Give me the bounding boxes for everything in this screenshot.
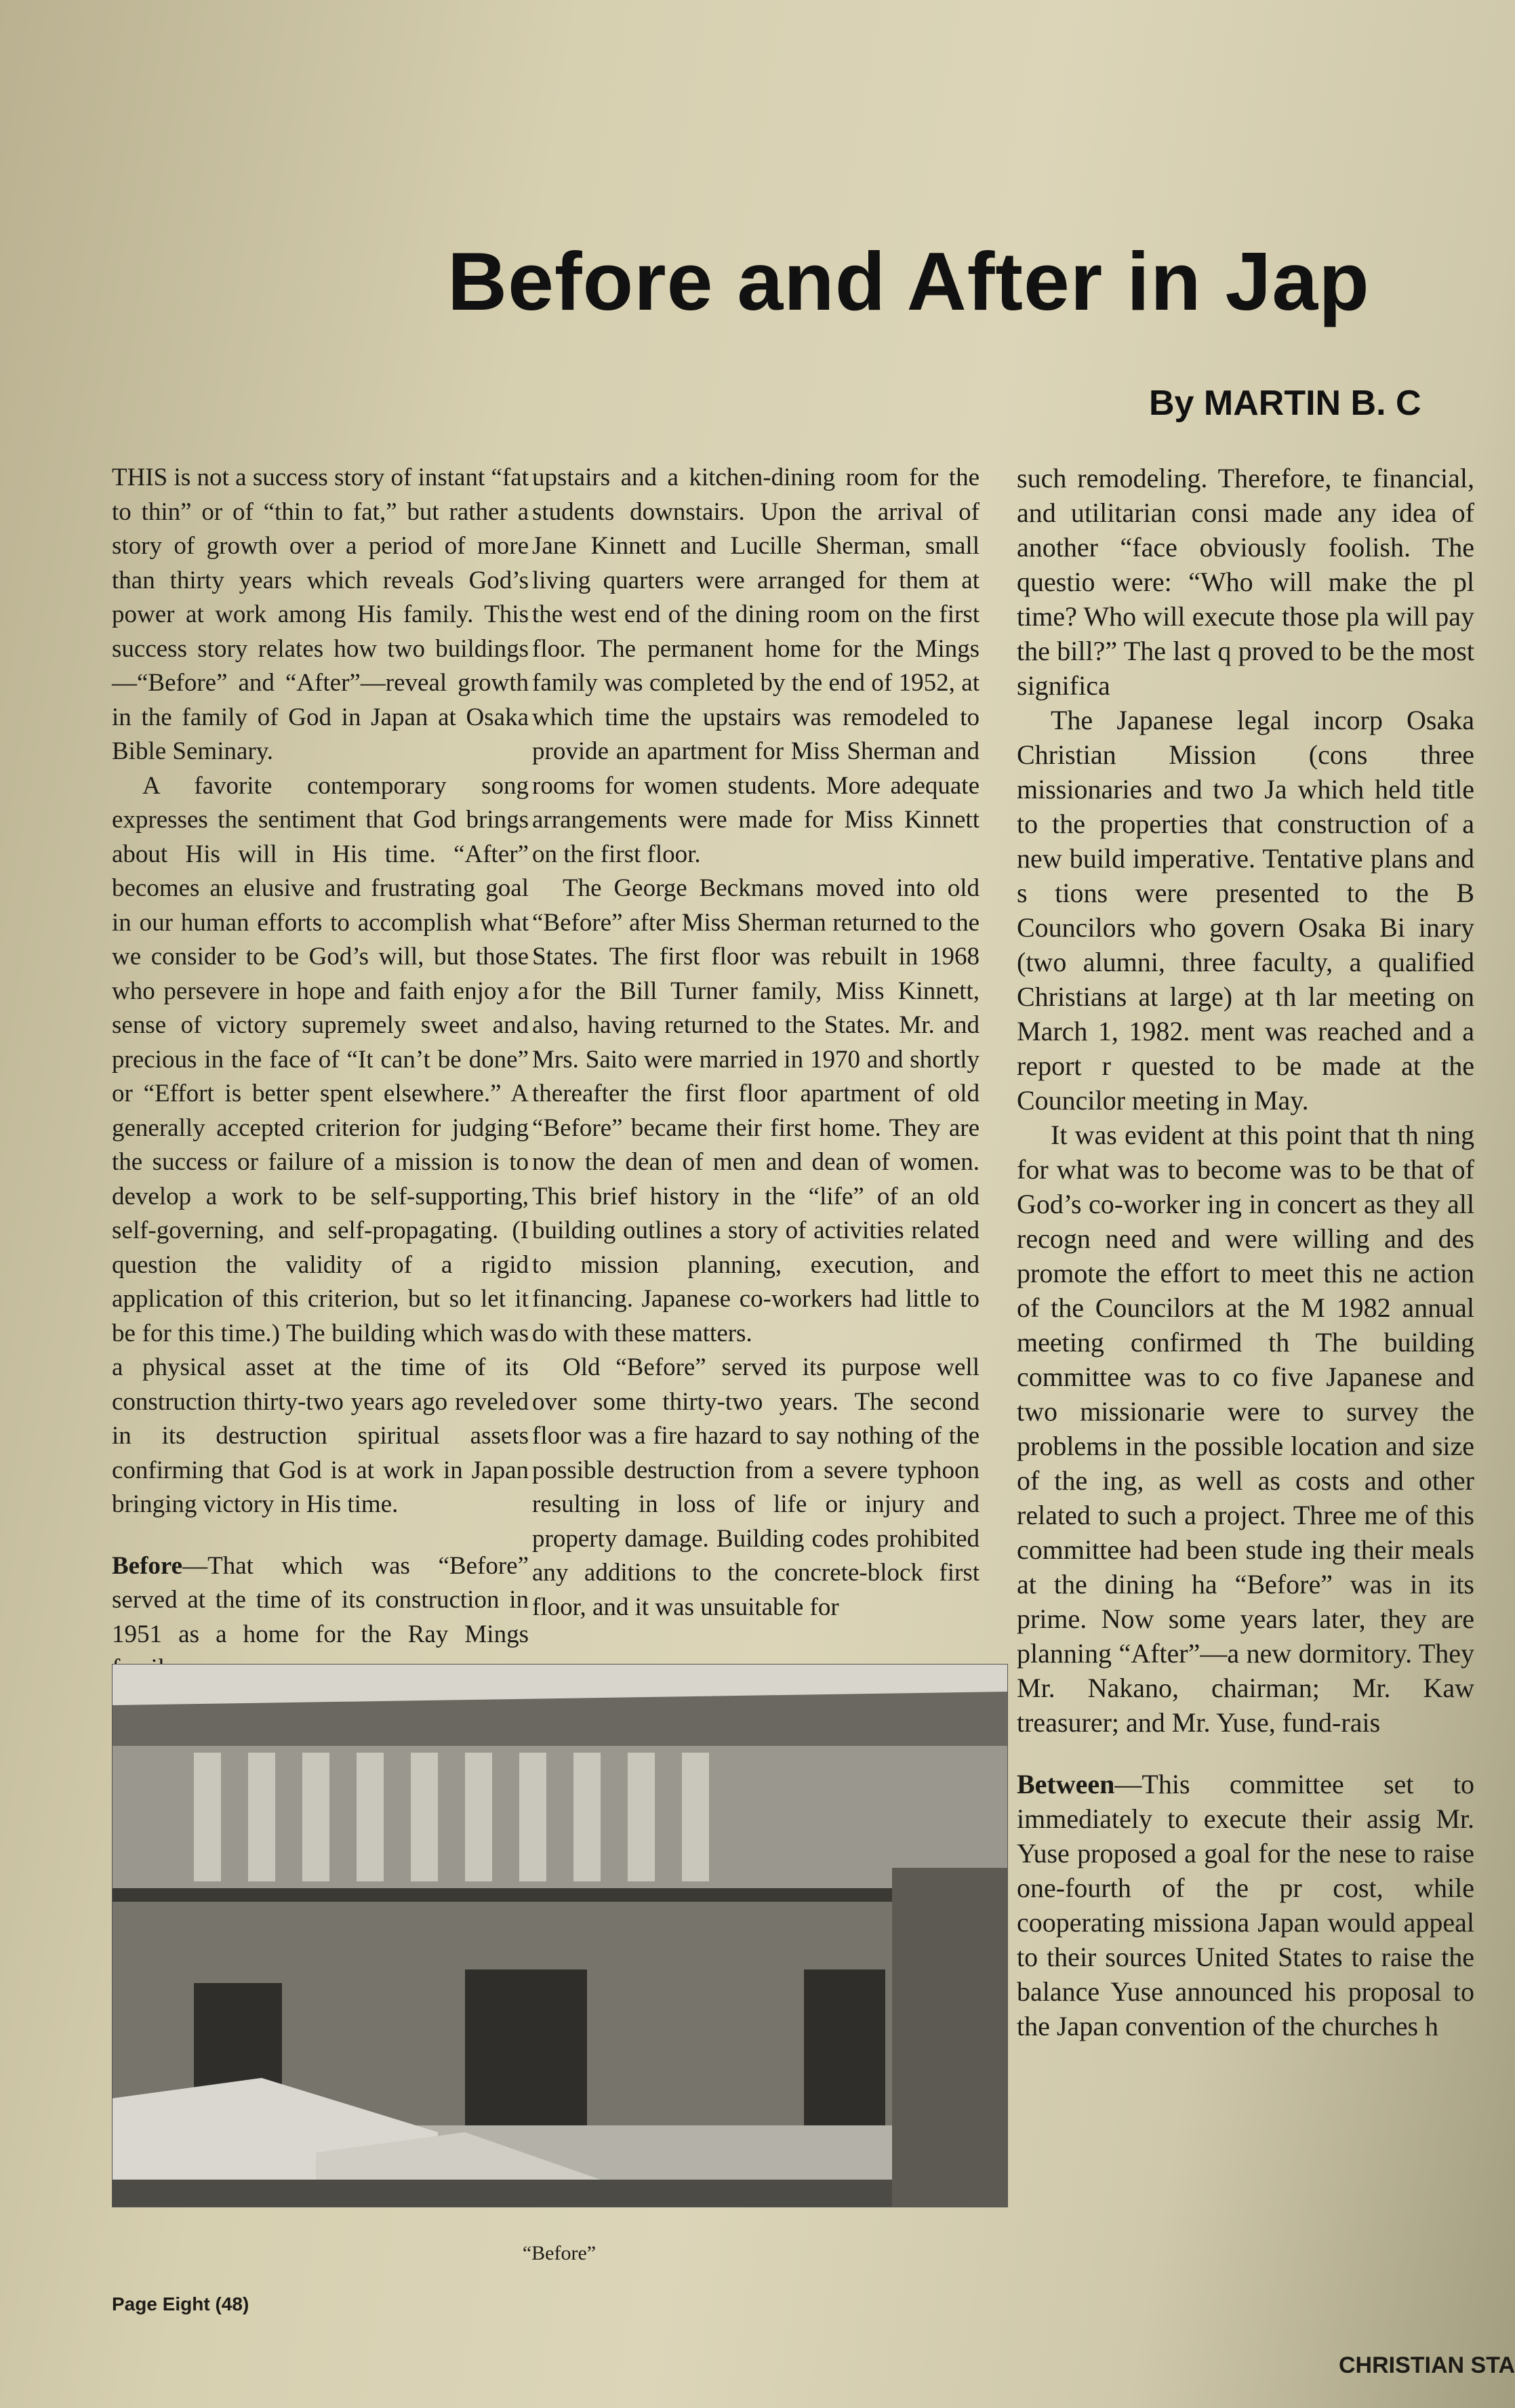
- photo-caption: “Before”: [522, 2242, 597, 2264]
- paragraph: such remodeling. Therefore, te financial, and utilitarian consi made any idea of another “face obviously foolish. The questio were: “Who will make the pl time? Who will execute those pla will pay the bill?” The last q proved to be the most significa: [1017, 463, 1474, 701]
- subheading-before: Before: [112, 1551, 183, 1580]
- byline: By MARTIN B. C: [1149, 384, 1421, 423]
- publication-name: CHRISTIAN STA: [1339, 2352, 1515, 2378]
- building-photo-image: [113, 1665, 1007, 2207]
- subheading-between: Between: [1017, 1769, 1115, 1799]
- page-number: Page Eight (48): [112, 2293, 249, 2314]
- paragraph: THIS is not a success story of instant “fat to thin” or of “thin to fat,” but rather a story of growth over a period of more than thirty years which reveals God’s power at work among His family. This success story relates how two buildings—“Before” and “After”—reveal growth in the family of God in Japan at Osaka Bible Seminary.: [112, 464, 529, 765]
- paragraph: The George Beckmans moved into old “Before” after Miss Sherman returned to the States. The first floor was rebuilt in 1968 for the Bill Turner family, Miss Kinnett, also, having returned to the States. Mr. and Mrs. Saito were married in 1970 and shortly thereafter the first floor apartment of old “Before” became their first home. They are now the dean of men and dean of women. This brief history in the “life” of an old building outlines a story of activities related to mission planning, execution, and financing. Japanese co-workers had little to do with these matters.: [532, 874, 979, 1347]
- paragraph: The Japanese legal incorp Osaka Christian Mission (cons three missionaries and two Ja which held title to the properties that construction of a new build imperative. Tentative plans and s tions were presented to the B Councilors who govern Osaka Bi inary (two alumni, three faculty, a qualified Christians at large) at th lar meeting on March 1, 1982. ment was reached and a report r quested to be made at the Councilor meeting in May.: [1017, 705, 1474, 1116]
- column-1: [112, 461, 529, 1648]
- subsection-text: —That which was “Before” served at the time of its construction in 1951 as a home for the Ray Mings: [112, 1551, 529, 1648]
- building-photo: [112, 1664, 1008, 2207]
- paragraph: upstairs and a kitchen-dining room for the students downstairs. Upon the arrival of Jane Kinnett and Lucille Sherman, small living quarters were arranged for them at the west end of the dining room on the first floor. The permanent home for the Mings family was completed by the end of 1952, at which time the upstairs was remodeled to provide an apartment for Miss Sherman and rooms for women students. More adequate arrangements were made for Miss Kinnett on the first floor.: [532, 464, 979, 868]
- article-title: Before and After in Jap: [447, 235, 1370, 327]
- paragraph: A favorite contemporary song expresses the sentiment that God brings about His will in His time. “After” becomes an elusive and frustrating goal in our human efforts to accomplish what we consider to be God’s will, but those who persevere in hope and faith enjoy a sense of victory supremely sweet and precious in the face of “It can’t be done” or “Effort is better spent elsewhere.” A generally accepted criterion for judging the success or failure of a mission is to develop a work to be self-supporting, self-governing, and self-propagating. (I question the validity of a rigid application of this criterion, but so let it be for this time.) The building which was a physical asset at the time of its construction thirty-two years ago reveled in its destruction spiritual assets confirming that God is at work in Japan bringing victory in His time.: [112, 771, 529, 1518]
- subsection-text: —This committee set to immediately to execute their assig Mr. Yuse proposed a goal for the nese to raise one-fourth of the pr cost, while cooperating missiona Japan would appeal to their sources United States to raise the balance Yuse announced his proposal to the Japan convention of the churches h: [1017, 1769, 1474, 2041]
- column-2: [532, 461, 979, 1654]
- paragraph: Old “Before” served its purpose well over some thirty-two years. The second floor was a fire hazard to say nothing of the possible destruction from a severe typhoon resulting in loss of life or injury and property damage. Building codes prohibited any additions to the concrete-block first floor, and it was unsuitable for: [532, 1353, 979, 1621]
- paragraph: It was evident at this point that th ning for what was to become was to be that of God’s co-worker ing in concert as they all recogn need and were willing and des promote the effort to meet this ne action of the Councilors at the M 1982 annual meeting confirmed th The building committee was to co five Japanese and two missionarie were to survey the problems in the possible location and size of the ing, as well as costs and other related to such a project. Three me of this committee had been stude ing their meals at the dining ha “Before” was in its prime. Now some years later, they are planning “After”—a new dormitory. They Mr. Nakano, chairman; Mr. Kaw treasurer; and Mr. Yuse, fund-rais: [1017, 1120, 1474, 1738]
- subsection-between: [1017, 1767, 1474, 2043]
- column-3: [1017, 461, 1474, 2338]
